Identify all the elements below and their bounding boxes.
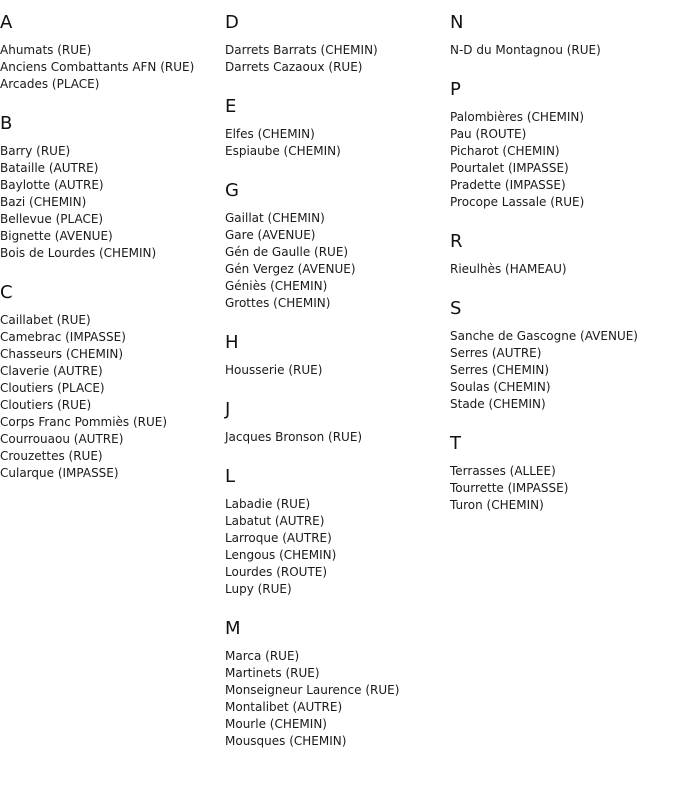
street-item: Barry (RUE): [0, 144, 71, 158]
street-index-column-2: [225, 0, 450, 750]
street-item: Gare (AVENUE): [225, 228, 316, 242]
street-item: Corps Franc Pommiès (RUE): [0, 415, 168, 429]
street-list: [225, 648, 450, 750]
street-item: Grottes (CHEMIN): [225, 296, 331, 310]
letter-section: [225, 96, 450, 160]
street-list: [450, 328, 675, 413]
letter-section: [450, 12, 675, 59]
street-item: Tourrette (IMPASSE): [450, 481, 569, 495]
street-item: Lupy (RUE): [225, 582, 292, 596]
street-list: [0, 143, 225, 262]
street-item: Housserie (RUE): [225, 363, 323, 377]
letter-section: [225, 399, 450, 446]
street-item: Marca (RUE): [225, 649, 300, 663]
section-letter-heading: B: [0, 113, 13, 134]
letter-section: [450, 298, 675, 413]
letter-section: [225, 12, 450, 76]
letter-section: [0, 282, 225, 482]
street-item: Pau (ROUTE): [450, 127, 527, 141]
street-item: Lourdes (ROUTE): [225, 565, 328, 579]
letter-section: [450, 231, 675, 278]
street-item: Procope Lassale (RUE): [450, 195, 585, 209]
letter-section: [225, 618, 450, 750]
street-item: Serres (CHEMIN): [450, 363, 550, 377]
street-list: [450, 261, 675, 278]
street-item: Ahumats (RUE): [0, 43, 92, 57]
street-list: [225, 429, 450, 446]
street-item: Lengous (CHEMIN): [225, 548, 337, 562]
section-letter-heading: G: [225, 180, 239, 201]
street-item: Larroque (AUTRE): [225, 531, 332, 545]
street-item: Elfes (CHEMIN): [225, 127, 315, 141]
street-item: Mousques (CHEMIN): [225, 734, 347, 748]
street-list: [225, 210, 450, 312]
street-item: Labatut (AUTRE): [225, 514, 325, 528]
street-list: [225, 126, 450, 160]
street-index-column-3: [450, 0, 675, 514]
street-item: Serres (AUTRE): [450, 346, 542, 360]
street-item: Soulas (CHEMIN): [450, 380, 551, 394]
section-letter-heading: H: [225, 332, 239, 353]
street-item: Terrasses (ALLEE): [450, 464, 556, 478]
street-item: Montalibet (AUTRE): [225, 700, 343, 714]
street-item: Anciens Combattants AFN (RUE): [0, 60, 195, 74]
street-item: Pourtalet (IMPASSE): [450, 161, 569, 175]
street-item: Courrouaou (AUTRE): [0, 432, 124, 446]
street-item: Darrets Barrats (CHEMIN): [225, 43, 378, 57]
street-item: Palombières (CHEMIN): [450, 110, 585, 124]
street-item: Pradette (IMPASSE): [450, 178, 566, 192]
street-index-column-1: [0, 0, 225, 482]
street-list: [0, 42, 225, 93]
street-item: Bazi (CHEMIN): [0, 195, 87, 209]
street-item: Bois de Lourdes (CHEMIN): [0, 246, 157, 260]
street-item: Claverie (AUTRE): [0, 364, 103, 378]
street-item: Cloutiers (PLACE): [0, 381, 105, 395]
street-list: [225, 496, 450, 598]
section-letter-heading: J: [225, 399, 231, 420]
street-item: Labadie (RUE): [225, 497, 311, 511]
letter-section: [0, 12, 225, 93]
street-item: Gaillat (CHEMIN): [225, 211, 325, 225]
letter-section: [225, 180, 450, 312]
street-item: Gén Vergez (AVENUE): [225, 262, 356, 276]
street-item: Espiaube (CHEMIN): [225, 144, 341, 158]
street-item: Bellevue (PLACE): [0, 212, 104, 226]
street-item: Crouzettes (RUE): [0, 449, 103, 463]
street-list: [225, 42, 450, 76]
street-item: Sanche de Gascogne (AVENUE): [450, 329, 638, 343]
street-list: [450, 42, 675, 59]
street-item: Camebrac (IMPASSE): [0, 330, 126, 344]
street-item: Chasseurs (CHEMIN): [0, 347, 124, 361]
section-letter-heading: P: [450, 79, 461, 100]
street-item: Cloutiers (RUE): [0, 398, 92, 412]
section-letter-heading: N: [450, 12, 464, 33]
letter-section: [225, 332, 450, 379]
street-item: Turon (CHEMIN): [450, 498, 544, 512]
street-item: Bignette (AVENUE): [0, 229, 113, 243]
street-list: [0, 312, 225, 482]
street-item: Gén de Gaulle (RUE): [225, 245, 349, 259]
street-item: Géniès (CHEMIN): [225, 279, 328, 293]
section-letter-heading: S: [450, 298, 462, 319]
street-list: [450, 463, 675, 514]
section-letter-heading: T: [450, 433, 461, 454]
street-item: Monseigneur Laurence (RUE): [225, 683, 400, 697]
street-item: Picharot (CHEMIN): [450, 144, 560, 158]
letter-section: [225, 466, 450, 598]
section-letter-heading: C: [0, 282, 13, 303]
section-letter-heading: M: [225, 618, 241, 639]
section-letter-heading: E: [225, 96, 237, 117]
street-item: Martinets (RUE): [225, 666, 320, 680]
street-item: Caillabet (RUE): [0, 313, 91, 327]
street-item: N-D du Montagnou (RUE): [450, 43, 601, 57]
section-letter-heading: R: [450, 231, 463, 252]
street-list: [225, 362, 450, 379]
street-item: Bataille (AUTRE): [0, 161, 99, 175]
letter-section: [450, 79, 675, 211]
street-item: Arcades (PLACE): [0, 77, 100, 91]
street-item: Rieulhès (HAMEAU): [450, 262, 567, 276]
street-item: Jacques Bronson (RUE): [225, 430, 363, 444]
letter-section: [450, 433, 675, 514]
letter-section: [0, 113, 225, 262]
street-item: Baylotte (AUTRE): [0, 178, 104, 192]
section-letter-heading: D: [225, 12, 239, 33]
section-letter-heading: A: [0, 12, 13, 33]
street-item: Cularque (IMPASSE): [0, 466, 119, 480]
section-letter-heading: L: [225, 466, 236, 487]
street-item: Darrets Cazaoux (RUE): [225, 60, 363, 74]
street-item: Stade (CHEMIN): [450, 397, 546, 411]
street-list: [450, 109, 675, 211]
street-item: Mourle (CHEMIN): [225, 717, 327, 731]
